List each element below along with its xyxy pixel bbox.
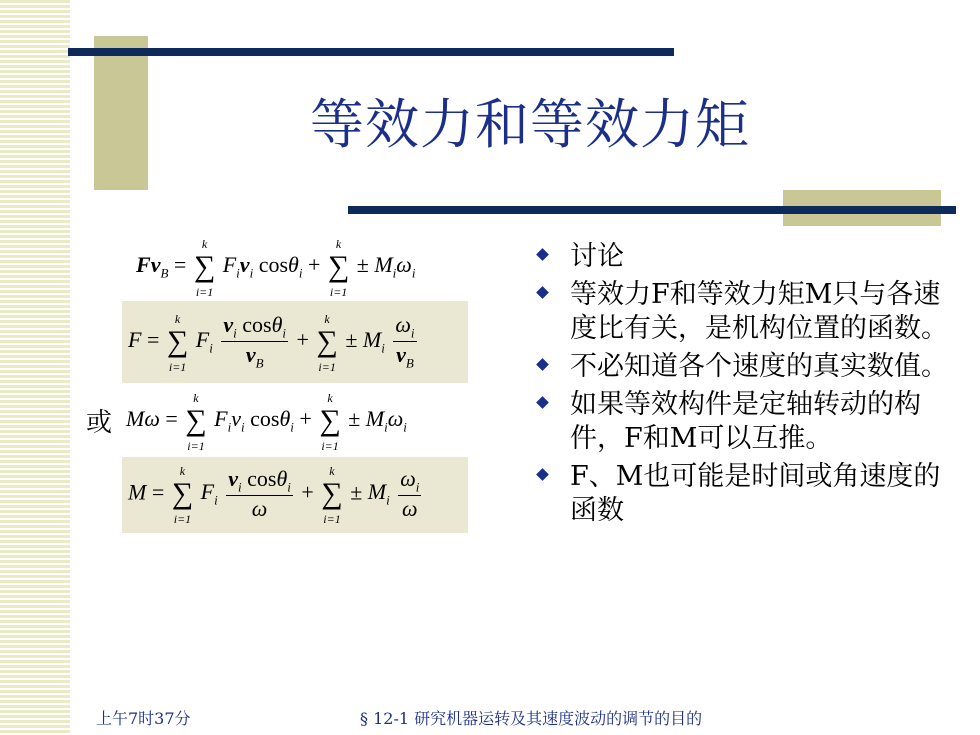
- bullet-item: 等效力F和等效力矩M只与各速度比有关，是机构位置的函数。: [530, 278, 960, 346]
- sum-symbol: ∑ k i=1: [327, 237, 350, 299]
- fraction: $\frac{v_i \cos\theta_i}{\omega}$: [228, 466, 291, 522]
- sum-symbol: ∑ k i=1: [319, 391, 341, 453]
- sum-symbol: ∑ k i=1: [321, 464, 343, 527]
- formula-power-balance: $Fv_B$ = ∑ k i=1 $F_iv_i$ cosθ$_i$ + ∑ k i=1 ± $M_i\omega_i$: [136, 237, 416, 299]
- footer-time: 上午7时37分: [96, 709, 191, 728]
- bottom-rule: [348, 206, 956, 214]
- diamond-bullet-icon: [536, 248, 549, 261]
- fraction: $\frac{\omega_i}{\omega}$: [400, 466, 420, 522]
- title-accent-block: [94, 36, 148, 190]
- or-label: 或: [86, 408, 113, 438]
- fraction: $\frac{\omega_i}{v_B}$: [395, 312, 415, 371]
- bullet-item: F、M也可能是时间或角速度的函数: [530, 460, 960, 528]
- top-rule: [68, 48, 674, 56]
- sum-symbol: ∑ k i=1: [171, 464, 194, 527]
- sum-symbol: ∑ k i=1: [166, 311, 189, 374]
- sum-symbol: ∑ k i=1: [316, 311, 338, 374]
- sum-symbol: ∑ k i=1: [185, 391, 207, 453]
- formula-moment-balance: Mω = ∑ k i=1 $F_iv_i$ cosθ$_i$ + ∑ k i=1 ± $M_i\omega_i$: [126, 391, 407, 453]
- bullet-item: 讨论: [530, 240, 960, 274]
- diamond-bullet-icon: [536, 396, 549, 409]
- bullet-list: [530, 240, 960, 532]
- diamond-bullet-icon: [536, 286, 549, 299]
- formula-lhs: $Fv_B$: [136, 252, 169, 281]
- fraction: $\frac{v_i \cos\theta_i}{v_B}$: [223, 312, 286, 371]
- formula-equivalent-force: F = ∑ k i=1 $F_i$ $\frac{v_i \cos\theta_i}{v_B}$ + ∑ k i=1 ± $M_i$ $\frac{\omega_i}{v_B}$: [128, 311, 415, 374]
- bullet-item: 不必知道各个速度的真实数值。: [530, 350, 960, 384]
- diamond-bullet-icon: [536, 358, 549, 371]
- slide-title: 等效力和等效力矩: [310, 93, 750, 156]
- left-stripe-band: [0, 0, 70, 735]
- sum-symbol: ∑ k i=1: [193, 237, 216, 299]
- formula-equivalent-moment: M = ∑ k i=1 $F_i$ $\frac{v_i \cos\theta_i}{\omega}$ + ∑ k i=1 ± $M_i$ $\frac{\omega_i}{\omega}$: [128, 464, 420, 527]
- diamond-bullet-icon: [536, 468, 549, 481]
- footer-section-title: § 12-1 研究机器运转及其速度波动的调节的目的: [360, 709, 703, 728]
- bullet-item: 如果等效构件是定轴转动的构件，F和M可以互推。: [530, 388, 960, 456]
